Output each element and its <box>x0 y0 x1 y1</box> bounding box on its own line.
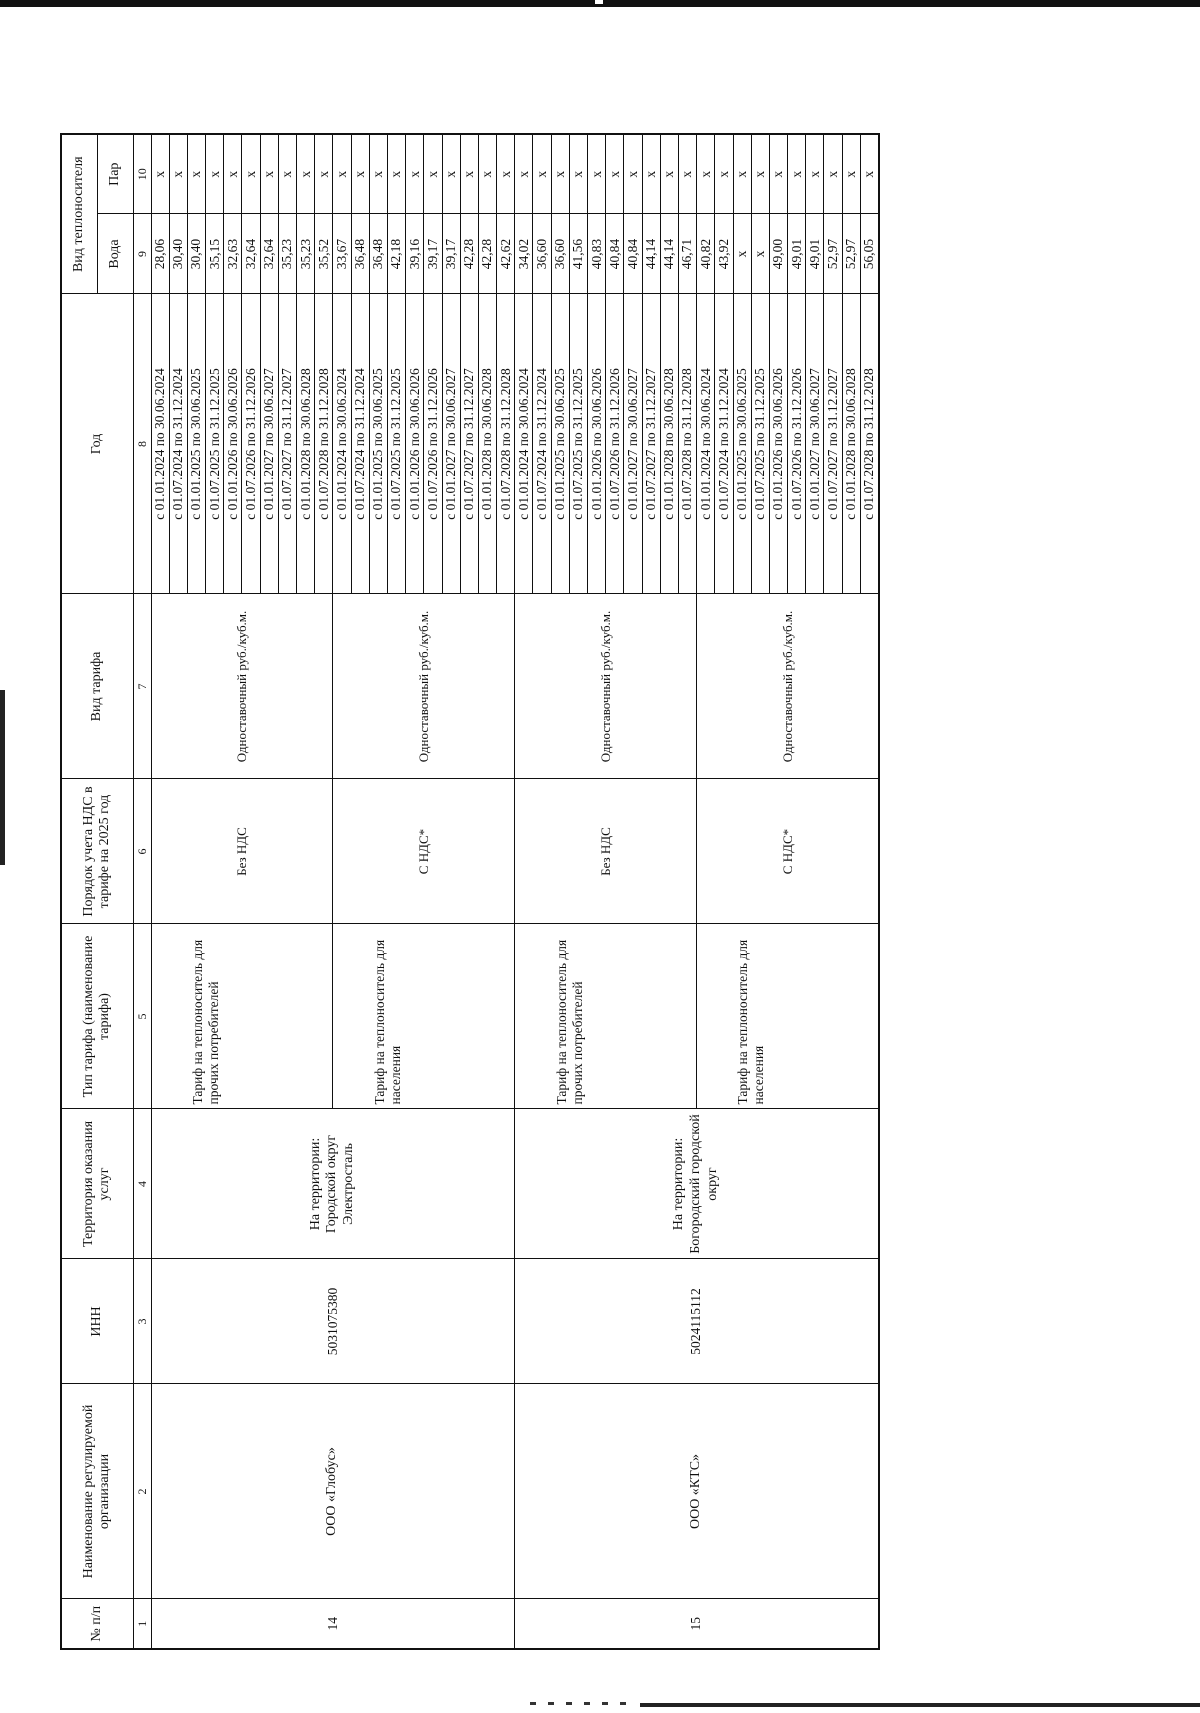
water-value: 42,18 <box>387 214 405 294</box>
steam-value: x <box>478 134 496 214</box>
column-numbers-row <box>133 134 151 1649</box>
period-cell: с 01.01.2026 по 30.06.2026 <box>588 294 606 594</box>
period-cell: с 01.01.2026 по 30.06.2026 <box>406 294 424 594</box>
scan-top-gap <box>595 0 603 4</box>
period-cell: с 01.07.2028 по 31.12.2028 <box>860 294 878 594</box>
tariff-type: Тариф на теплоноситель для прочих потребителей <box>151 924 333 1109</box>
water-value: 49,00 <box>769 214 787 294</box>
tariff-kind: Одноставочный руб./куб.м. <box>515 594 697 779</box>
period-cell: с 01.01.2024 по 30.06.2024 <box>333 294 351 594</box>
column-number: 4 <box>133 1109 151 1259</box>
vat-mode: С НДС* <box>697 779 879 924</box>
steam-value: x <box>751 134 769 214</box>
steam-value: x <box>333 134 351 214</box>
steam-value: x <box>788 134 806 214</box>
water-value: 40,84 <box>606 214 624 294</box>
water-value: 46,71 <box>678 214 696 294</box>
org-territory: На территории: Богородский городской округ <box>515 1109 879 1259</box>
water-value: 35,15 <box>206 214 224 294</box>
period-cell: с 01.07.2027 по 31.12.2027 <box>824 294 842 594</box>
steam-value: x <box>697 134 715 214</box>
period-cell: с 01.01.2025 по 30.06.2025 <box>187 294 205 594</box>
steam-value: x <box>387 134 405 214</box>
period-cell: с 01.07.2024 по 31.12.2024 <box>715 294 733 594</box>
org-number: 15 <box>515 1599 879 1649</box>
water-value: 42,62 <box>497 214 515 294</box>
org-name: ООО «Глобус» <box>151 1384 515 1599</box>
period-cell: с 01.01.2027 по 30.06.2027 <box>624 294 642 594</box>
period-cell: с 01.07.2025 по 31.12.2025 <box>206 294 224 594</box>
steam-value: x <box>842 134 860 214</box>
water-value: 30,40 <box>187 214 205 294</box>
steam-value: x <box>424 134 442 214</box>
water-value: 39,16 <box>406 214 424 294</box>
steam-value: x <box>278 134 296 214</box>
steam-value: x <box>297 134 315 214</box>
period-cell: с 01.07.2025 по 31.12.2025 <box>569 294 587 594</box>
water-value: 44,14 <box>660 214 678 294</box>
steam-value: x <box>206 134 224 214</box>
water-value: 32,63 <box>224 214 242 294</box>
column-number: 3 <box>133 1259 151 1384</box>
steam-value: x <box>497 134 515 214</box>
water-value: x <box>733 214 751 294</box>
water-value: 41,56 <box>569 214 587 294</box>
tariff-kind: Одноставочный руб./куб.м. <box>151 594 333 779</box>
steam-value: x <box>660 134 678 214</box>
period-cell: с 01.07.2024 по 31.12.2024 <box>169 294 187 594</box>
water-value: 35,52 <box>315 214 333 294</box>
header-org: Наименование регулируемой организации <box>61 1384 133 1599</box>
column-number: 8 <box>133 294 151 594</box>
period-cell: с 01.07.2028 по 31.12.2028 <box>315 294 333 594</box>
period-cell: с 01.01.2028 по 30.06.2028 <box>842 294 860 594</box>
scan-left-mark <box>0 690 5 865</box>
water-value: 42,28 <box>460 214 478 294</box>
period-cell: с 01.01.2026 по 30.06.2026 <box>769 294 787 594</box>
steam-value: x <box>551 134 569 214</box>
steam-value: x <box>406 134 424 214</box>
steam-value: x <box>242 134 260 214</box>
vat-mode: Без НДС <box>515 779 697 924</box>
header-tariff-type: Тип тарифа (наименование тарифа) <box>61 924 133 1109</box>
header-inn: ИНН <box>61 1259 133 1384</box>
column-number: 5 <box>133 924 151 1109</box>
column-number: 9 <box>133 214 151 294</box>
steam-value: x <box>151 134 169 214</box>
steam-value: x <box>606 134 624 214</box>
tariff-type: Тариф на теплоноситель для населения <box>333 924 515 1109</box>
column-number: 7 <box>133 594 151 779</box>
water-value: 34,02 <box>515 214 533 294</box>
period-cell: с 01.07.2027 по 31.12.2027 <box>278 294 296 594</box>
period-cell: с 01.01.2024 по 30.06.2024 <box>151 294 169 594</box>
header-steam: Пар <box>97 134 133 214</box>
water-value: 43,92 <box>715 214 733 294</box>
period-cell: с 01.01.2024 по 30.06.2024 <box>515 294 533 594</box>
water-value: 32,64 <box>242 214 260 294</box>
period-cell: с 01.07.2025 по 31.12.2025 <box>751 294 769 594</box>
period-cell: с 01.01.2028 по 30.06.2028 <box>297 294 315 594</box>
period-cell: с 01.07.2026 по 31.12.2026 <box>242 294 260 594</box>
period-cell: с 01.01.2028 по 30.06.2028 <box>660 294 678 594</box>
water-value: 40,84 <box>624 214 642 294</box>
org-inn: 5031075380 <box>151 1259 515 1384</box>
water-value: 35,23 <box>278 214 296 294</box>
water-value: x <box>751 214 769 294</box>
water-value: 36,48 <box>351 214 369 294</box>
period-cell: с 01.01.2027 по 30.06.2027 <box>806 294 824 594</box>
period-cell: с 01.07.2024 по 31.12.2024 <box>351 294 369 594</box>
tariff-body <box>151 134 879 1649</box>
water-value: 32,64 <box>260 214 278 294</box>
header-period: Год <box>61 294 133 594</box>
tariff-row <box>151 134 169 1649</box>
steam-value: x <box>169 134 187 214</box>
period-cell: с 01.01.2027 по 30.06.2027 <box>442 294 460 594</box>
vat-mode: С НДС* <box>333 779 515 924</box>
steam-value: x <box>187 134 205 214</box>
period-cell: с 01.01.2027 по 30.06.2027 <box>260 294 278 594</box>
steam-value: x <box>533 134 551 214</box>
steam-value: x <box>806 134 824 214</box>
steam-value: x <box>624 134 642 214</box>
water-value: 36,60 <box>551 214 569 294</box>
water-value: 49,01 <box>806 214 824 294</box>
steam-value: x <box>460 134 478 214</box>
vat-mode: Без НДС <box>151 779 333 924</box>
steam-value: x <box>588 134 606 214</box>
water-value: 42,28 <box>478 214 496 294</box>
steam-value: x <box>369 134 387 214</box>
water-value: 35,23 <box>297 214 315 294</box>
water-value: 52,97 <box>842 214 860 294</box>
steam-value: x <box>715 134 733 214</box>
water-value: 40,82 <box>697 214 715 294</box>
tariff-row <box>515 134 533 1649</box>
scan-bottom-dots <box>530 1702 630 1705</box>
tariff-table <box>60 133 880 1650</box>
steam-value: x <box>442 134 460 214</box>
water-value: 39,17 <box>442 214 460 294</box>
steam-value: x <box>515 134 533 214</box>
steam-value: x <box>769 134 787 214</box>
steam-value: x <box>733 134 751 214</box>
water-value: 56,05 <box>860 214 878 294</box>
period-cell: с 01.01.2024 по 30.06.2024 <box>697 294 715 594</box>
steam-value: x <box>642 134 660 214</box>
header-carrier: Вид теплоносителя <box>61 134 97 294</box>
water-value: 44,14 <box>642 214 660 294</box>
steam-value: x <box>260 134 278 214</box>
water-value: 49,01 <box>788 214 806 294</box>
tariff-kind: Одноставочный руб./куб.м. <box>333 594 515 779</box>
tariff-type: Тариф на теплоноситель для населения <box>697 924 879 1109</box>
period-cell: с 01.01.2025 по 30.06.2025 <box>551 294 569 594</box>
tariff-kind: Одноставочный руб./куб.м. <box>697 594 879 779</box>
rotated-page <box>60 135 877 1650</box>
scan-bottom-mark <box>640 1703 1200 1707</box>
period-cell: с 01.07.2026 по 31.12.2026 <box>788 294 806 594</box>
column-number: 1 <box>133 1599 151 1649</box>
period-cell: с 01.07.2024 по 31.12.2024 <box>533 294 551 594</box>
period-cell: с 01.01.2025 по 30.06.2025 <box>733 294 751 594</box>
tariff-type: Тариф на теплоноситель для прочих потребителей <box>515 924 697 1109</box>
period-cell: с 01.01.2025 по 30.06.2025 <box>369 294 387 594</box>
steam-value: x <box>678 134 696 214</box>
org-number: 14 <box>151 1599 515 1649</box>
header-territory: Территория оказания услуг <box>61 1109 133 1259</box>
water-value: 36,60 <box>533 214 551 294</box>
org-name: ООО «КТС» <box>515 1384 879 1599</box>
period-cell: с 01.07.2027 по 31.12.2027 <box>642 294 660 594</box>
steam-value: x <box>569 134 587 214</box>
water-value: 52,97 <box>824 214 842 294</box>
water-value: 33,67 <box>333 214 351 294</box>
header-num: № п/п <box>61 1599 133 1649</box>
steam-value: x <box>824 134 842 214</box>
water-value: 40,83 <box>588 214 606 294</box>
steam-value: x <box>860 134 878 214</box>
water-value: 36,48 <box>369 214 387 294</box>
period-cell: с 01.07.2025 по 31.12.2025 <box>387 294 405 594</box>
period-cell: с 01.07.2028 по 31.12.2028 <box>497 294 515 594</box>
steam-value: x <box>315 134 333 214</box>
water-value: 30,40 <box>169 214 187 294</box>
period-cell: с 01.07.2026 по 31.12.2026 <box>424 294 442 594</box>
period-cell: с 01.07.2027 по 31.12.2027 <box>460 294 478 594</box>
water-value: 28,06 <box>151 214 169 294</box>
steam-value: x <box>351 134 369 214</box>
header-tariff-kind: Вид тарифа <box>61 594 133 779</box>
header-vat: Порядок учета НДС в тарифе на 2025 год <box>61 779 133 924</box>
column-number: 2 <box>133 1384 151 1599</box>
column-number: 6 <box>133 779 151 924</box>
water-value: 39,17 <box>424 214 442 294</box>
period-cell: с 01.01.2028 по 30.06.2028 <box>478 294 496 594</box>
period-cell: с 01.07.2028 по 31.12.2028 <box>678 294 696 594</box>
period-cell: с 01.01.2026 по 30.06.2026 <box>224 294 242 594</box>
header-water: Вода <box>97 214 133 294</box>
steam-value: x <box>224 134 242 214</box>
period-cell: с 01.07.2026 по 31.12.2026 <box>606 294 624 594</box>
org-inn: 5024115112 <box>515 1259 879 1384</box>
org-territory: На территории: Городской округ Электросталь <box>151 1109 515 1259</box>
column-number: 10 <box>133 134 151 214</box>
